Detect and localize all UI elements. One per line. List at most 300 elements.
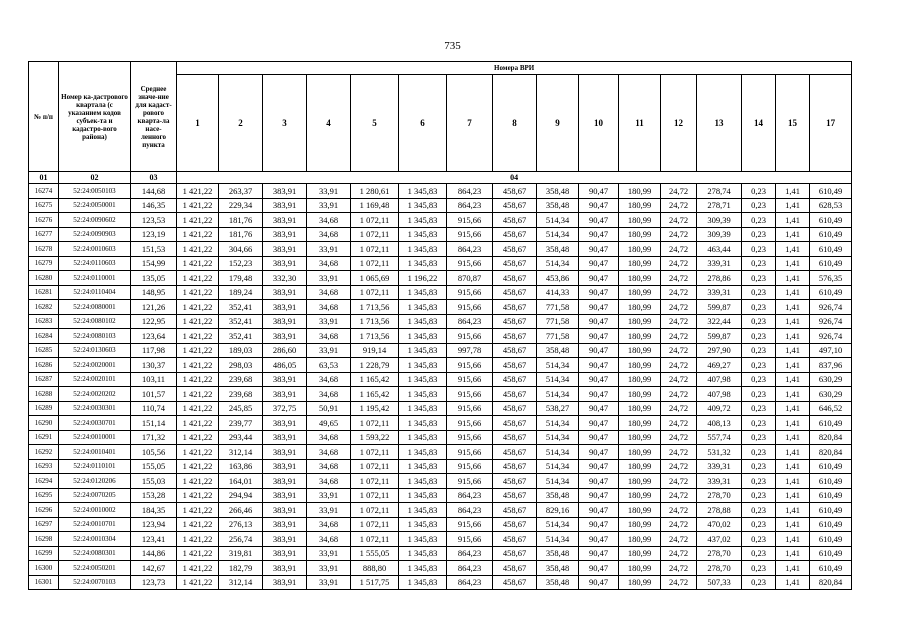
vri-value: 294,94 xyxy=(219,488,263,503)
vri-value: 1 072,11 xyxy=(351,503,399,518)
vri-value: 1,41 xyxy=(776,271,810,286)
vri-value: 1 713,56 xyxy=(351,329,399,344)
header-vri-3: 3 xyxy=(263,75,307,172)
vri-value: 0,23 xyxy=(742,561,776,576)
vri-value: 352,41 xyxy=(219,300,263,315)
row-number: 16292 xyxy=(29,445,59,460)
vri-value: 239,77 xyxy=(219,416,263,431)
vri-value: 514,34 xyxy=(537,459,579,474)
vri-value: 458,67 xyxy=(493,271,537,286)
vri-value: 610,49 xyxy=(810,488,852,503)
vri-value: 463,44 xyxy=(697,242,742,257)
vri-value: 383,91 xyxy=(263,416,307,431)
quarter-number: 52:24:0110404 xyxy=(59,285,131,300)
table-row xyxy=(29,285,852,300)
header-average: Среднее значе-ние для кадаст-рового кварта-ла насе-ленного пункта xyxy=(131,62,177,172)
vri-value: 358,48 xyxy=(537,561,579,576)
quarter-number: 52:24:0010001 xyxy=(59,430,131,445)
vri-value: 407,98 xyxy=(697,387,742,402)
average-value: 155,05 xyxy=(131,459,177,474)
row-number: 16291 xyxy=(29,430,59,445)
vri-value: 90,47 xyxy=(579,474,619,489)
quarter-number: 52:24:0130603 xyxy=(59,343,131,358)
vri-value: 610,49 xyxy=(810,285,852,300)
vri-value: 1 345,83 xyxy=(399,430,447,445)
vri-value: 383,91 xyxy=(263,561,307,576)
header-vri-2: 2 xyxy=(219,75,263,172)
header-vri-13: 13 xyxy=(697,75,742,172)
vri-value: 1 345,83 xyxy=(399,213,447,228)
table-row xyxy=(29,227,852,242)
quarter-number: 52:24:0070103 xyxy=(59,575,131,590)
table-row xyxy=(29,532,852,547)
table-row xyxy=(29,401,852,416)
row-number: 16293 xyxy=(29,459,59,474)
vri-value: 1 421,22 xyxy=(177,213,219,228)
vri-value: 383,91 xyxy=(263,503,307,518)
vri-value: 1,41 xyxy=(776,227,810,242)
vri-value: 1,41 xyxy=(776,401,810,416)
vri-value: 34,68 xyxy=(307,300,351,315)
table-row xyxy=(29,372,852,387)
vri-value: 1 345,83 xyxy=(399,532,447,547)
row-number: 16298 xyxy=(29,532,59,547)
vri-value: 90,47 xyxy=(579,358,619,373)
table-row xyxy=(29,416,852,431)
vri-value: 0,23 xyxy=(742,300,776,315)
vri-value: 34,68 xyxy=(307,459,351,474)
vri-value: 1,41 xyxy=(776,517,810,532)
vri-value: 0,23 xyxy=(742,517,776,532)
vri-value: 409,72 xyxy=(697,401,742,416)
vri-value: 332,30 xyxy=(263,271,307,286)
vri-value: 0,23 xyxy=(742,213,776,228)
vri-value: 514,34 xyxy=(537,416,579,431)
vri-value: 180,99 xyxy=(619,561,661,576)
vri-value: 0,23 xyxy=(742,198,776,213)
vri-value: 1 072,11 xyxy=(351,227,399,242)
vri-value: 50,91 xyxy=(307,401,351,416)
row-number: 16296 xyxy=(29,503,59,518)
average-value: 153,28 xyxy=(131,488,177,503)
vri-value: 34,68 xyxy=(307,517,351,532)
vri-value: 458,67 xyxy=(493,256,537,271)
vri-value: 180,99 xyxy=(619,285,661,300)
vri-value: 0,23 xyxy=(742,387,776,402)
header-nn: № п/п xyxy=(29,62,59,172)
vri-value: 33,91 xyxy=(307,271,351,286)
vri-value: 24,72 xyxy=(661,416,697,431)
vri-value: 229,34 xyxy=(219,198,263,213)
quarter-number: 52:24:0020202 xyxy=(59,387,131,402)
code-02: 02 xyxy=(59,172,131,184)
vri-value: 1 345,83 xyxy=(399,358,447,373)
average-value: 151,53 xyxy=(131,242,177,257)
vri-value: 339,31 xyxy=(697,474,742,489)
vri-value: 24,72 xyxy=(661,198,697,213)
vri-value: 179,48 xyxy=(219,271,263,286)
vri-value: 919,14 xyxy=(351,343,399,358)
vri-value: 469,27 xyxy=(697,358,742,373)
vri-value: 90,47 xyxy=(579,459,619,474)
vri-value: 1 421,22 xyxy=(177,517,219,532)
row-number: 16295 xyxy=(29,488,59,503)
vri-value: 514,34 xyxy=(537,358,579,373)
vri-value: 599,87 xyxy=(697,329,742,344)
quarter-number: 52:24:0090903 xyxy=(59,227,131,242)
vri-value: 408,13 xyxy=(697,416,742,431)
vri-value: 458,67 xyxy=(493,314,537,329)
vri-value: 24,72 xyxy=(661,227,697,242)
vri-value: 24,72 xyxy=(661,184,697,199)
quarter-number: 52:24:0010002 xyxy=(59,503,131,518)
vri-value: 180,99 xyxy=(619,300,661,315)
vri-value: 1,41 xyxy=(776,198,810,213)
vri-value: 278,71 xyxy=(697,198,742,213)
row-number: 16297 xyxy=(29,517,59,532)
vri-value: 1,41 xyxy=(776,575,810,590)
vri-value: 1,41 xyxy=(776,184,810,199)
table-row xyxy=(29,503,852,518)
vri-value: 1,41 xyxy=(776,561,810,576)
vri-value: 870,87 xyxy=(447,271,493,286)
vri-value: 180,99 xyxy=(619,517,661,532)
vri-value: 458,67 xyxy=(493,358,537,373)
vri-value: 90,47 xyxy=(579,561,619,576)
header-vri-15: 15 xyxy=(776,75,810,172)
table-row xyxy=(29,213,852,228)
vri-value: 90,47 xyxy=(579,184,619,199)
code-03: 03 xyxy=(131,172,177,184)
vri-value: 1 421,22 xyxy=(177,372,219,387)
average-value: 101,57 xyxy=(131,387,177,402)
vri-value: 293,44 xyxy=(219,430,263,445)
vri-value: 319,81 xyxy=(219,546,263,561)
vri-value: 514,34 xyxy=(537,474,579,489)
vri-value: 915,66 xyxy=(447,227,493,242)
vri-value: 1,41 xyxy=(776,343,810,358)
vri-value: 34,68 xyxy=(307,256,351,271)
vri-value: 0,23 xyxy=(742,372,776,387)
vri-value: 0,23 xyxy=(742,184,776,199)
vri-value: 864,23 xyxy=(447,184,493,199)
vri-value: 152,23 xyxy=(219,256,263,271)
row-number: 16286 xyxy=(29,358,59,373)
vri-value: 339,31 xyxy=(697,285,742,300)
vri-value: 180,99 xyxy=(619,459,661,474)
vri-value: 24,72 xyxy=(661,343,697,358)
header-vri-7: 7 xyxy=(447,75,493,172)
vri-value: 33,91 xyxy=(307,242,351,257)
vri-value: 352,41 xyxy=(219,314,263,329)
average-value: 142,67 xyxy=(131,561,177,576)
row-number: 16280 xyxy=(29,271,59,286)
vri-value: 180,99 xyxy=(619,401,661,416)
vri-value: 864,23 xyxy=(447,503,493,518)
vri-value: 309,39 xyxy=(697,227,742,242)
vri-value: 312,14 xyxy=(219,445,263,460)
average-value: 123,19 xyxy=(131,227,177,242)
vri-value: 926,74 xyxy=(810,300,852,315)
table-row xyxy=(29,271,852,286)
vri-value: 1,41 xyxy=(776,474,810,489)
vri-value: 278,74 xyxy=(697,184,742,199)
vri-value: 458,67 xyxy=(493,213,537,228)
vri-value: 458,67 xyxy=(493,459,537,474)
average-value: 123,73 xyxy=(131,575,177,590)
table-row xyxy=(29,387,852,402)
vri-value: 180,99 xyxy=(619,227,661,242)
vri-value: 458,67 xyxy=(493,227,537,242)
vri-value: 514,34 xyxy=(537,227,579,242)
vri-value: 180,99 xyxy=(619,271,661,286)
vri-value: 180,99 xyxy=(619,256,661,271)
vri-value: 610,49 xyxy=(810,459,852,474)
vri-value: 383,91 xyxy=(263,300,307,315)
row-number: 16289 xyxy=(29,401,59,416)
vri-value: 1 421,22 xyxy=(177,503,219,518)
vri-value: 458,67 xyxy=(493,242,537,257)
vri-value: 1 345,83 xyxy=(399,517,447,532)
vri-value: 458,67 xyxy=(493,474,537,489)
header-vri-10: 10 xyxy=(579,75,619,172)
quarter-number: 52:24:0010401 xyxy=(59,445,131,460)
vri-value: 864,23 xyxy=(447,561,493,576)
vri-value: 0,23 xyxy=(742,401,776,416)
vri-value: 1 072,11 xyxy=(351,532,399,547)
vri-value: 864,23 xyxy=(447,575,493,590)
vri-value: 1 517,75 xyxy=(351,575,399,590)
table-row xyxy=(29,459,852,474)
code-04: 04 xyxy=(177,172,852,184)
quarter-number: 52:24:0030701 xyxy=(59,416,131,431)
vri-value: 180,99 xyxy=(619,184,661,199)
quarter-number: 52:24:0070205 xyxy=(59,488,131,503)
average-value: 151,14 xyxy=(131,416,177,431)
vri-value: 531,32 xyxy=(697,445,742,460)
vri-value: 514,34 xyxy=(537,387,579,402)
vri-value: 0,23 xyxy=(742,285,776,300)
vri-value: 610,49 xyxy=(810,416,852,431)
vri-value: 915,66 xyxy=(447,213,493,228)
vri-value: 1 072,11 xyxy=(351,488,399,503)
vri-value: 163,86 xyxy=(219,459,263,474)
vri-value: 610,49 xyxy=(810,503,852,518)
vri-value: 49,65 xyxy=(307,416,351,431)
row-number: 16281 xyxy=(29,285,59,300)
vri-value: 1 421,22 xyxy=(177,256,219,271)
vri-value: 437,02 xyxy=(697,532,742,547)
vri-value: 1 072,11 xyxy=(351,517,399,532)
vri-value: 383,91 xyxy=(263,459,307,474)
vri-value: 24,72 xyxy=(661,517,697,532)
vri-value: 0,23 xyxy=(742,488,776,503)
vri-value: 1 421,22 xyxy=(177,242,219,257)
vri-value: 297,90 xyxy=(697,343,742,358)
vri-value: 372,75 xyxy=(263,401,307,416)
vri-value: 458,67 xyxy=(493,329,537,344)
vri-value: 239,68 xyxy=(219,387,263,402)
vri-value: 1 421,22 xyxy=(177,184,219,199)
vri-value: 90,47 xyxy=(579,445,619,460)
vri-value: 829,16 xyxy=(537,503,579,518)
vri-value: 24,72 xyxy=(661,314,697,329)
vri-value: 34,68 xyxy=(307,329,351,344)
vri-value: 34,68 xyxy=(307,430,351,445)
vri-value: 915,66 xyxy=(447,372,493,387)
vri-value: 34,68 xyxy=(307,387,351,402)
table-row xyxy=(29,329,852,344)
table-row xyxy=(29,430,852,445)
vri-value: 33,91 xyxy=(307,198,351,213)
vri-value: 24,72 xyxy=(661,488,697,503)
vri-value: 1 421,22 xyxy=(177,227,219,242)
vri-value: 630,29 xyxy=(810,387,852,402)
table-row xyxy=(29,517,852,532)
vri-value: 286,60 xyxy=(263,343,307,358)
vri-value: 278,70 xyxy=(697,488,742,503)
vri-value: 1 345,83 xyxy=(399,256,447,271)
average-value: 123,53 xyxy=(131,213,177,228)
vri-value: 263,37 xyxy=(219,184,263,199)
vri-value: 0,23 xyxy=(742,474,776,489)
row-number: 16279 xyxy=(29,256,59,271)
vri-value: 646,52 xyxy=(810,401,852,416)
table-row xyxy=(29,546,852,561)
quarter-number: 52:24:0050103 xyxy=(59,184,131,199)
vri-value: 358,48 xyxy=(537,343,579,358)
vri-value: 926,74 xyxy=(810,314,852,329)
vri-value: 180,99 xyxy=(619,387,661,402)
vri-value: 514,34 xyxy=(537,532,579,547)
table-row xyxy=(29,242,852,257)
vri-value: 33,91 xyxy=(307,314,351,329)
header-vri-9: 9 xyxy=(537,75,579,172)
vri-value: 1 169,48 xyxy=(351,198,399,213)
vri-value: 180,99 xyxy=(619,430,661,445)
vri-value: 33,91 xyxy=(307,488,351,503)
vri-value: 915,66 xyxy=(447,256,493,271)
vri-value: 915,66 xyxy=(447,532,493,547)
vri-value: 864,23 xyxy=(447,242,493,257)
vri-value: 514,34 xyxy=(537,445,579,460)
vri-value: 507,33 xyxy=(697,575,742,590)
vri-value: 358,48 xyxy=(537,184,579,199)
vri-value: 1,41 xyxy=(776,532,810,547)
quarter-number: 52:24:0110101 xyxy=(59,459,131,474)
vri-value: 276,13 xyxy=(219,517,263,532)
quarter-number: 52:24:0080301 xyxy=(59,546,131,561)
vri-value: 383,91 xyxy=(263,242,307,257)
cadastral-value-table xyxy=(28,61,852,590)
vri-value: 383,91 xyxy=(263,372,307,387)
vri-value: 383,91 xyxy=(263,488,307,503)
vri-value: 1 195,42 xyxy=(351,401,399,416)
vri-value: 34,68 xyxy=(307,474,351,489)
vri-value: 1,41 xyxy=(776,445,810,460)
header-vri-12: 12 xyxy=(661,75,697,172)
vri-value: 771,58 xyxy=(537,300,579,315)
vri-value: 628,53 xyxy=(810,198,852,213)
vri-value: 189,03 xyxy=(219,343,263,358)
vri-value: 864,23 xyxy=(447,488,493,503)
vri-value: 24,72 xyxy=(661,300,697,315)
vri-value: 458,67 xyxy=(493,401,537,416)
vri-value: 514,34 xyxy=(537,430,579,445)
vri-value: 1 345,83 xyxy=(399,445,447,460)
vri-value: 1 345,83 xyxy=(399,372,447,387)
vri-value: 1,41 xyxy=(776,503,810,518)
vri-value: 1,41 xyxy=(776,314,810,329)
vri-value: 180,99 xyxy=(619,198,661,213)
vri-value: 915,66 xyxy=(447,416,493,431)
vri-value: 1 421,22 xyxy=(177,488,219,503)
vri-value: 24,72 xyxy=(661,372,697,387)
vri-value: 1 421,22 xyxy=(177,430,219,445)
vri-value: 1 345,83 xyxy=(399,416,447,431)
vri-value: 256,74 xyxy=(219,532,263,547)
vri-value: 24,72 xyxy=(661,256,697,271)
vri-value: 239,68 xyxy=(219,372,263,387)
vri-value: 1,41 xyxy=(776,358,810,373)
vri-value: 383,91 xyxy=(263,227,307,242)
vri-value: 278,70 xyxy=(697,546,742,561)
vri-value: 864,23 xyxy=(447,546,493,561)
vri-value: 1,41 xyxy=(776,242,810,257)
vri-value: 864,23 xyxy=(447,198,493,213)
average-value: 103,11 xyxy=(131,372,177,387)
table-row xyxy=(29,445,852,460)
vri-value: 90,47 xyxy=(579,329,619,344)
row-number: 16275 xyxy=(29,198,59,213)
vri-value: 1,41 xyxy=(776,416,810,431)
table-row xyxy=(29,488,852,503)
vri-value: 180,99 xyxy=(619,343,661,358)
vri-value: 180,99 xyxy=(619,488,661,503)
vri-value: 182,79 xyxy=(219,561,263,576)
row-number: 16301 xyxy=(29,575,59,590)
vri-value: 458,67 xyxy=(493,416,537,431)
vri-value: 458,67 xyxy=(493,430,537,445)
vri-value: 458,67 xyxy=(493,532,537,547)
header-vri-11: 11 xyxy=(619,75,661,172)
vri-value: 1 421,22 xyxy=(177,575,219,590)
vri-value: 1 072,11 xyxy=(351,242,399,257)
vri-value: 383,91 xyxy=(263,546,307,561)
vri-value: 915,66 xyxy=(447,401,493,416)
vri-value: 1 196,22 xyxy=(399,271,447,286)
vri-value: 383,91 xyxy=(263,285,307,300)
vri-value: 1 421,22 xyxy=(177,285,219,300)
average-value: 144,68 xyxy=(131,184,177,199)
vri-value: 24,72 xyxy=(661,430,697,445)
vri-value: 1 228,79 xyxy=(351,358,399,373)
vri-value: 820,84 xyxy=(810,575,852,590)
vri-value: 1,41 xyxy=(776,459,810,474)
vri-value: 266,46 xyxy=(219,503,263,518)
vri-value: 34,68 xyxy=(307,227,351,242)
quarter-number: 52:24:0080102 xyxy=(59,314,131,329)
vri-value: 90,47 xyxy=(579,198,619,213)
vri-value: 1 421,22 xyxy=(177,474,219,489)
vri-value: 1 165,42 xyxy=(351,372,399,387)
vri-value: 1 421,22 xyxy=(177,459,219,474)
vri-value: 180,99 xyxy=(619,575,661,590)
vri-value: 383,91 xyxy=(263,184,307,199)
vri-value: 383,91 xyxy=(263,517,307,532)
vri-value: 1 421,22 xyxy=(177,546,219,561)
vri-value: 180,99 xyxy=(619,445,661,460)
